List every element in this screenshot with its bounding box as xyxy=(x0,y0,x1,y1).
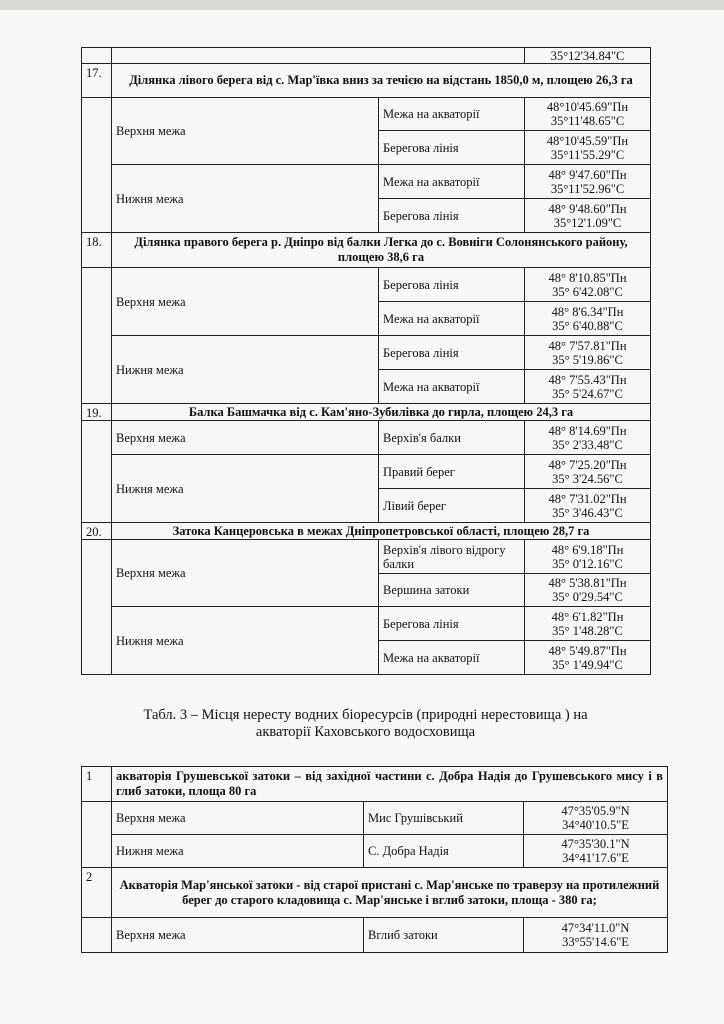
coordinate-cell: 47°35'05.9"N 34°40'10.5"E xyxy=(524,802,668,835)
section-title: Ділянка правого берега р. Дніпро від балки Легка до с. Вовніги Солонянського району, площею 38,6 га xyxy=(112,233,651,268)
section-title: Акваторія Мар'янської затоки - від старої пристані с. Мар'янське по траверзу на протилежний берег до старого кладовища с. Мар'янське і вглиб затоки, площа - 380 га; xyxy=(112,868,668,918)
coordinate-cell: 48°10'45.69"Пн 35°11'48.65"С xyxy=(525,98,651,131)
boundary-label: Нижня межа xyxy=(112,165,379,233)
section-number: 20. xyxy=(82,523,112,540)
place-cell: Берегова лінія xyxy=(379,336,525,370)
section-title: Ділянка лівого берега від с. Мар'ївка вниз за течією на відстань 1850,0 м, площею 26,3 га xyxy=(112,64,651,98)
caption-line: Табл. 3 – Місця нересту водних біоресурсів (природні нерестовища ) на xyxy=(143,707,588,723)
coordinate-cell: 48° 7'25.20"Пн 35° 3'24.56"С xyxy=(525,455,651,489)
boundary-label: Нижня межа xyxy=(112,607,379,675)
place-cell: Верхів'я балки xyxy=(379,421,525,455)
coordinate-cell: 47°34'11.0"N 33°55'14.6"E xyxy=(524,918,668,953)
place-cell: Межа на акваторії xyxy=(379,98,525,131)
place-cell: Правий берег xyxy=(379,455,525,489)
table-cell xyxy=(82,421,112,523)
place-cell: Вершина затоки xyxy=(379,574,525,607)
section-title: Затока Канцеровська в межах Дніпропетровської області, площею 28,7 га xyxy=(112,523,651,540)
boundary-label: Верхня межа xyxy=(112,540,379,607)
table-caption xyxy=(81,707,650,741)
spawning-grounds-table xyxy=(81,766,668,953)
boundary-label: Верхня межа xyxy=(112,98,379,165)
place-cell: Вглиб затоки xyxy=(364,918,524,953)
coordinate-cell: 48° 9'48.60"Пн 35°12'1.09"С xyxy=(525,199,651,233)
place-cell: Берегова лінія xyxy=(379,607,525,641)
table-cell xyxy=(82,98,112,233)
place-cell: Берегова лінія xyxy=(379,131,525,165)
coordinate-cell: 48° 8'6.34"Пн 35° 6'40.88"С xyxy=(525,302,651,336)
section-number: 2 xyxy=(82,868,112,918)
coordinate-cell: 48° 8'14.69"Пн 35° 2'33.48"С xyxy=(525,421,651,455)
boundary-label: Нижня межа xyxy=(112,336,379,404)
place-cell: Берегова лінія xyxy=(379,268,525,302)
boundaries-table xyxy=(81,47,651,675)
place-cell: С. Добра Надія xyxy=(364,835,524,868)
coordinate-cell: 48° 5'38.81"Пн 35° 0'29.54"С xyxy=(525,574,651,607)
scan-edge xyxy=(0,0,724,10)
section-number: 19. xyxy=(82,404,112,421)
table-cell xyxy=(82,48,112,64)
section-number: 17. xyxy=(82,64,112,98)
coordinate-cell: 48° 8'10.85"Пн 35° 6'42.08"С xyxy=(525,268,651,302)
coordinate-cell: 48° 6'9.18"Пн 35° 0'12.16"С xyxy=(525,540,651,574)
place-cell: Мис Грушівський xyxy=(364,802,524,835)
place-cell: Берегова лінія xyxy=(379,199,525,233)
place-cell: Межа на акваторії xyxy=(379,641,525,675)
boundary-label: Верхня межа xyxy=(112,268,379,336)
section-number: 18. xyxy=(82,233,112,268)
coordinate-cell: 48° 7'55.43"Пн 35° 5'24.67"С xyxy=(525,370,651,404)
place-cell: Верхів'я лівого відрогу балки xyxy=(379,540,525,574)
table-cell xyxy=(82,918,112,953)
coordinate-cell: 48° 7'57.81"Пн 35° 5'19.86"С xyxy=(525,336,651,370)
coordinate-cell: 48° 6'1.82"Пн 35° 1'48.28"С xyxy=(525,607,651,641)
boundary-label: Верхня межа xyxy=(112,421,379,455)
boundary-label: Верхня межа xyxy=(112,918,364,953)
coordinate-cell: 48° 5'49.87"Пн 35° 1'49.94"С xyxy=(525,641,651,675)
section-title: акваторія Грушевської затоки – від західної частини с. Добра Надія до Грушевського мису і в глиб затоки, площа 80 га xyxy=(112,767,668,802)
place-cell: Межа на акваторії xyxy=(379,165,525,199)
place-cell: Межа на акваторії xyxy=(379,302,525,336)
boundary-label: Нижня межа xyxy=(112,455,379,523)
coordinate-cell: 35°12'34.84"С xyxy=(525,48,651,64)
table-cell xyxy=(82,268,112,404)
caption-line: акваторії Каховського водосховища xyxy=(255,724,476,740)
coordinate-cell: 48° 7'31.02"Пн 35° 3'46.43"С xyxy=(525,489,651,523)
coordinate-cell: 48°10'45.59"Пн 35°11'55.29"С xyxy=(525,131,651,165)
boundary-label: Нижня межа xyxy=(112,835,364,868)
table-cell xyxy=(112,48,525,64)
place-cell: Лівий берег xyxy=(379,489,525,523)
section-number: 1 xyxy=(82,767,112,802)
coordinate-cell: 48° 9'47.60"Пн 35°11'52.96"С xyxy=(525,165,651,199)
place-cell: Межа на акваторії xyxy=(379,370,525,404)
boundary-label: Верхня межа xyxy=(112,802,364,835)
coordinate-cell: 47°35'30.1"N 34°41'17.6"E xyxy=(524,835,668,868)
table-cell xyxy=(82,802,112,868)
section-title: Балка Башмачка від с. Кам'яно-Зубилівка до гирла, площею 24,3 га xyxy=(112,404,651,421)
table-cell xyxy=(82,540,112,675)
